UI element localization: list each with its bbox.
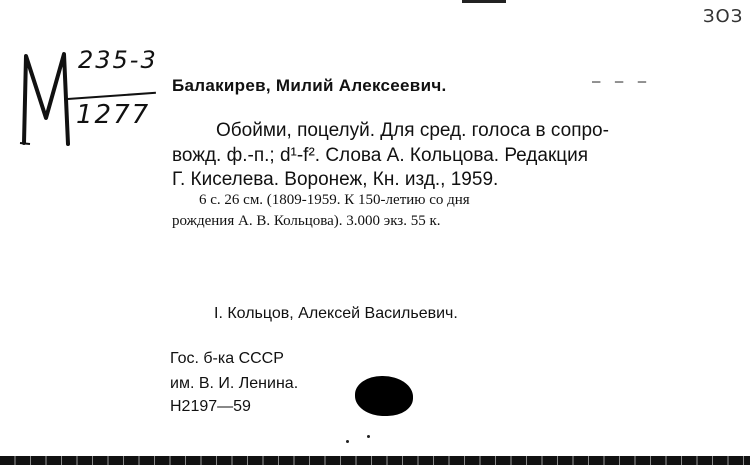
description-line-1: Обойми, поцелуй. Для сред. голоса в сопро-: [216, 120, 609, 141]
library-line-1: Гос. б-ка СССР: [170, 350, 284, 367]
description-line-5: рождения А. В. Кольцова). 3.000 экз. 55 к.: [172, 213, 441, 229]
speck: [346, 440, 349, 443]
description-line-4: 6 с. 26 см. (1809-1959. К 150-летию со дня: [199, 192, 470, 208]
top-edge-mark: [462, 0, 506, 3]
shelf-mark-top: 235-3: [78, 46, 158, 74]
description-line-3: Г. Киселева. Воронеж, Кн. изд., 1959.: [172, 169, 499, 190]
ink-stamp: [355, 376, 413, 416]
card-bottom-edge: [0, 456, 750, 465]
author-heading: Балакирев, Милий Алексеевич.: [172, 76, 447, 95]
library-line-3: Н2197—59: [170, 398, 251, 415]
subject-tracing: I. Кольцов, Алексей Васильевич.: [214, 305, 458, 322]
library-line-2: им. В. И. Ленина.: [170, 375, 299, 392]
heading-dashes: — — —: [592, 74, 650, 90]
description-line-2: вожд. ф.-п.; d¹-f². Слова А. Кольцова. Редакция: [172, 145, 589, 166]
corner-note: ЗОЗ: [703, 6, 744, 27]
shelf-mark-bottom: 1277: [76, 100, 151, 130]
speck: [367, 435, 370, 438]
